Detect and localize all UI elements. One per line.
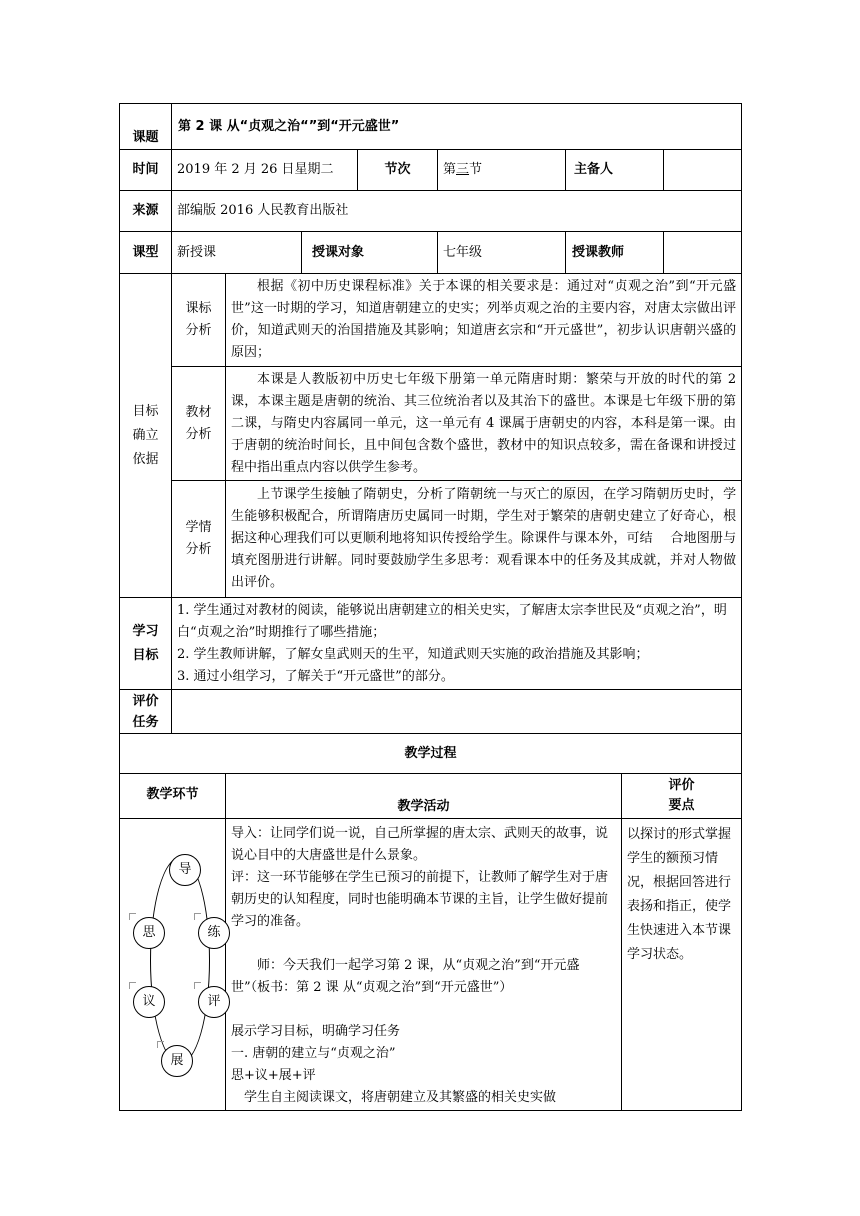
curriculum-text: 根据《初中历史课程标准》关于本课的相关要求是：通过对“贞观之治”到“开元盛世”这一时期的学习，知道唐朝建立的史实；列举贞观之治的主要内容，对唐太宗做出评价，知道武则天的治国措施及其影响；知道唐玄宗和“开元盛世”，初步认识唐朝兴盛的原因； (226, 274, 742, 367)
cycle-node-right-upper: 练 (198, 917, 230, 949)
objectives-list (172, 598, 742, 690)
teacher-value (664, 232, 742, 274)
evaluation-value (172, 690, 742, 734)
period-value (438, 150, 566, 191)
process-title-row (120, 734, 742, 774)
curriculum-label: 课标 分析 (172, 274, 226, 367)
activity-line: 导入：让同学们说一说，自己所掌握的唐太宗、武则天的故事，说说心目中的大唐盛世是什么景象。 (231, 826, 609, 863)
period-number: 三 (456, 162, 470, 177)
objectives-label: 学习 目标 (120, 598, 172, 690)
activity-line: 思+议+展+评 (231, 1068, 316, 1083)
topic-label: 课题 (120, 104, 172, 150)
topic-row (120, 104, 742, 150)
topic-value: 第 2 课 从“贞观之治“”到“开元盛世” (172, 104, 742, 150)
type-row (120, 232, 742, 274)
period-prefix: 第 (443, 162, 457, 177)
audience-value: 七年级 (438, 232, 566, 274)
points-cell: 以探讨的形式掌握学生的额预习情况，根据回答进行表扬和指正，使学生快速进入本节课学习状态。 (622, 819, 742, 1111)
process-title: 教学过程 (120, 734, 742, 774)
cycle-oval (150, 857, 210, 1064)
basis-label: 目标 确立 依据 (120, 274, 172, 598)
col-points: 评价 要点 (622, 774, 742, 819)
corner-mark (194, 982, 201, 989)
evaluation-row (120, 690, 742, 734)
cycle-node-left-lower: 议 (133, 986, 165, 1018)
corner-mark (129, 913, 136, 920)
process-header-row (120, 774, 742, 819)
audience-label: 授课对象 (302, 232, 438, 274)
cycle-node-top: 导 (169, 854, 201, 886)
learner-text: 上节课学生接触了隋朝史，分析了隋朝统一与灭亡的原因，在学习隋朝历史时，学生能够积极配合，所谓隋唐历史属同一时期，学生对于繁荣的唐朝史建立了好奇心，根据这种心理我们可以更顺利地将知识传授给学生。除课件与课本外，可结 合地图册与填充图册进行讲解。同时要鼓励学生多思考：观看课本中的任务及其成就，并对人物做出评价。 (226, 481, 742, 598)
type-value: 新授课 (172, 232, 302, 274)
learner-label: 学情 分析 (172, 481, 226, 598)
activity-line: 评：这一环节能够在学生已预习的前提下，让教师了解学生对于唐朝历史的认知程度，同时也能明确本节课的主旨，让学生做好提前学习的准备。 (231, 870, 609, 929)
corner-mark (194, 913, 201, 920)
activity-cell (226, 819, 622, 1111)
time-row (120, 150, 742, 191)
activity-line: 展示学习目标，明确学习任务 (231, 1024, 401, 1039)
col-activity: 教学活动 (226, 774, 622, 819)
period-label: 节次 (358, 150, 438, 191)
time-value: 2019 年 2 月 26 日星期二 (172, 150, 358, 191)
cycle-node-left-upper: 思 (133, 917, 165, 949)
preparer-value (664, 150, 742, 191)
activity-line: 学生自主阅读课文，将唐朝建立及其繁盛的相关史实做 (231, 1090, 557, 1105)
process-body-row (120, 819, 742, 1111)
objective-item: 1. 学生通过对教材的阅读，能够说出唐朝建立的相关史实，了解唐太宗李世民及“贞观之治”，明白“贞观之治”时期推行了哪些措施； (177, 602, 727, 640)
cycle-node-bottom: 展 (161, 1045, 193, 1077)
evaluation-label: 评价 任务 (120, 690, 172, 734)
teaching-cycle-diagram (120, 819, 225, 1109)
objective-item: 3. 通过小组学习，了解关于“开元盛世”的部分。 (177, 668, 454, 684)
lesson-plan-table (119, 103, 742, 1111)
learner-row (120, 481, 742, 598)
activity-line (231, 933, 616, 955)
source-value: 部编版 2016 人民教育出版社 (172, 191, 742, 232)
type-label: 课型 (120, 232, 172, 274)
objective-item: 2. 学生教师讲解，了解女皇武则天的生平，知道武则天实施的政治措施及其影响； (177, 646, 649, 662)
teacher-label: 授课教师 (566, 232, 664, 274)
preparer-label: 主备人 (566, 150, 664, 191)
corner-mark (157, 1041, 164, 1048)
source-row (120, 191, 742, 232)
col-stage: 教学环节 (120, 774, 226, 819)
activity-line: 师：今天我们一起学习第 2 课，从“贞观之治”到“开元盛世”（板书：第 2 课 从“贞观之治”到“开元盛世”） (231, 958, 580, 995)
corner-mark (129, 982, 136, 989)
source-label: 来源 (120, 191, 172, 232)
curriculum-row (120, 274, 742, 367)
time-label: 时间 (120, 150, 172, 191)
lesson-plan (119, 103, 741, 1111)
cycle-node-right-lower: 评 (198, 986, 230, 1018)
stage-cell (120, 819, 226, 1111)
period-suffix: 节 (469, 162, 483, 177)
textbook-label: 教材 分析 (172, 367, 226, 481)
textbook-row (120, 367, 742, 481)
activity-line: 一. 唐朝的建立与“贞观之治” (231, 1046, 396, 1061)
textbook-text: 本课是人教版初中历史七年级下册第一单元隋唐时期：繁荣与开放的时代的第 2 课，本课主题是唐朝的统治、其三位统治者以及其治下的盛世。本课是七年级下册的第二课，与隋史内容属同一单元，这一单元有 4 课属于唐朝史的内容，本科是第一课。由于唐朝的统治时间长，且中间包含数个盛世，教材中的知识点较多，需在备课和讲授过程中指出重点内容以供学生参考。 (226, 367, 742, 481)
objectives-row (120, 598, 742, 690)
activity-line (231, 999, 616, 1021)
